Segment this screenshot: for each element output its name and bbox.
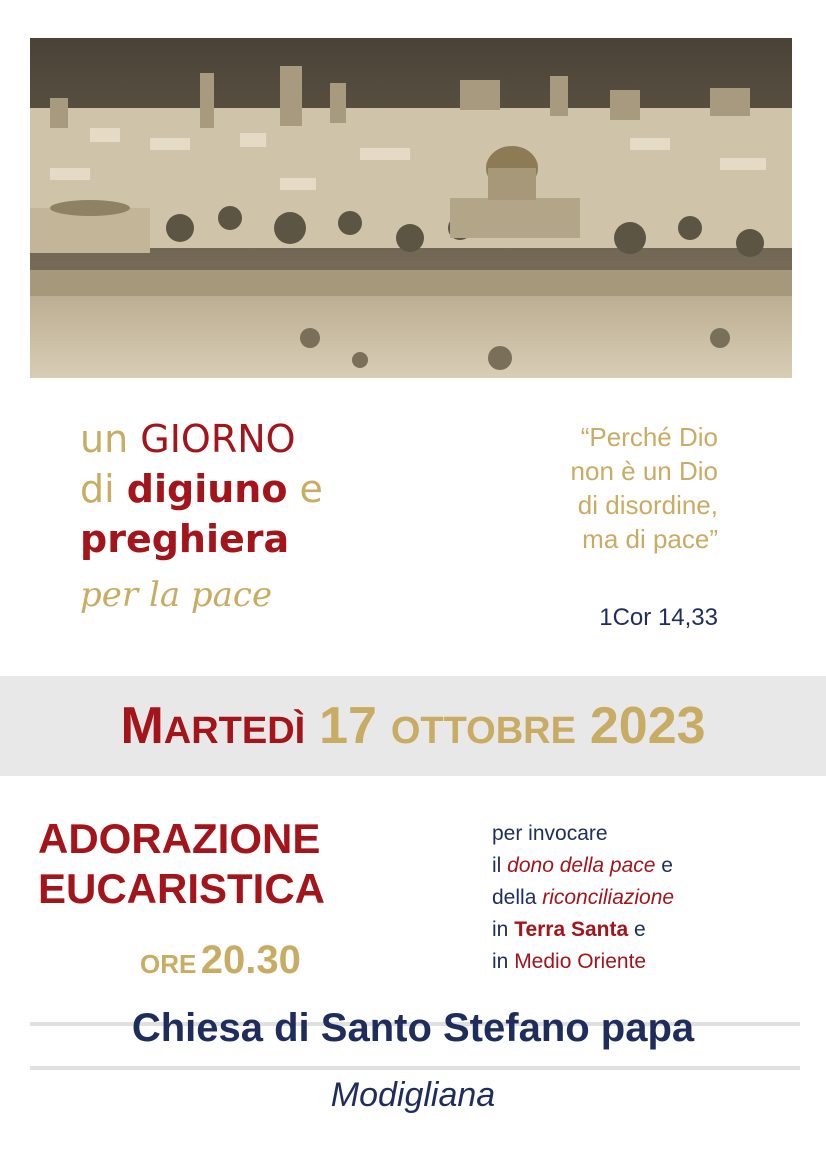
- quote-reference: 1Cor 14,33: [599, 604, 718, 631]
- event-time-label: ORE: [140, 949, 197, 979]
- headline-tagline: per la pace: [80, 575, 273, 615]
- event-time: [140, 938, 301, 983]
- event-title: [38, 814, 325, 914]
- headline-word-preghiera: preghiera: [80, 517, 290, 561]
- headline-word-e: e: [287, 467, 323, 511]
- purpose-line: [492, 946, 674, 978]
- purpose-text: della: [492, 886, 543, 909]
- event-title-line-1: ADORAZIONE: [38, 815, 321, 862]
- date-year: 2023: [589, 697, 706, 755]
- event-title-line-2: EUCARISTICA: [38, 865, 326, 912]
- headline-word-un: un: [80, 417, 141, 461]
- headline-word-giorno: GIORNO: [140, 417, 296, 461]
- purpose-text: in: [492, 918, 515, 941]
- church-name: Chiesa di Santo Stefano papa: [131, 1006, 695, 1050]
- quote-line: “Perché Dio: [580, 422, 718, 452]
- purpose-text: il: [492, 854, 508, 877]
- headline-line-2: [80, 464, 500, 514]
- purpose-line: [492, 914, 674, 946]
- purpose-line: [492, 850, 674, 882]
- event-time-value: 20.30: [200, 938, 301, 982]
- purpose-line: [492, 882, 674, 914]
- date-month: OTTOBRE: [390, 710, 576, 752]
- date-day: 17: [319, 697, 377, 755]
- purpose-line: per invocare: [492, 822, 608, 845]
- headline-word-di: di: [80, 467, 127, 511]
- quote-line: di disordine,: [577, 490, 718, 520]
- purpose-emphasis: Terra Santa: [514, 918, 629, 941]
- purpose-emphasis: dono della pace: [507, 854, 656, 877]
- headline-line-1: [80, 414, 500, 464]
- headline: [80, 414, 500, 620]
- purpose-text: e: [628, 918, 646, 941]
- event-purpose: [492, 818, 674, 978]
- headline-line-3: [80, 514, 500, 564]
- purpose-text: e: [655, 854, 673, 877]
- headline-line-4: [80, 568, 500, 620]
- purpose-emphasis: Medio Oriente: [514, 950, 647, 973]
- quote-line: ma di pace”: [582, 524, 718, 554]
- date-weekday-rest: ARTEDÌ: [163, 710, 306, 752]
- town-name: Modigliana: [330, 1076, 496, 1114]
- purpose-text: in: [492, 950, 515, 973]
- bible-quote: [571, 420, 718, 556]
- date-weekday-initial: M: [120, 697, 164, 755]
- jerusalem-panorama-photo: [30, 38, 792, 378]
- event-date: [0, 688, 826, 769]
- quote-line: non è un Dio: [570, 456, 718, 486]
- headline-word-digiuno: digiuno: [126, 467, 288, 511]
- purpose-emphasis: riconciliazione: [542, 886, 675, 909]
- divider-rule: [30, 1066, 800, 1070]
